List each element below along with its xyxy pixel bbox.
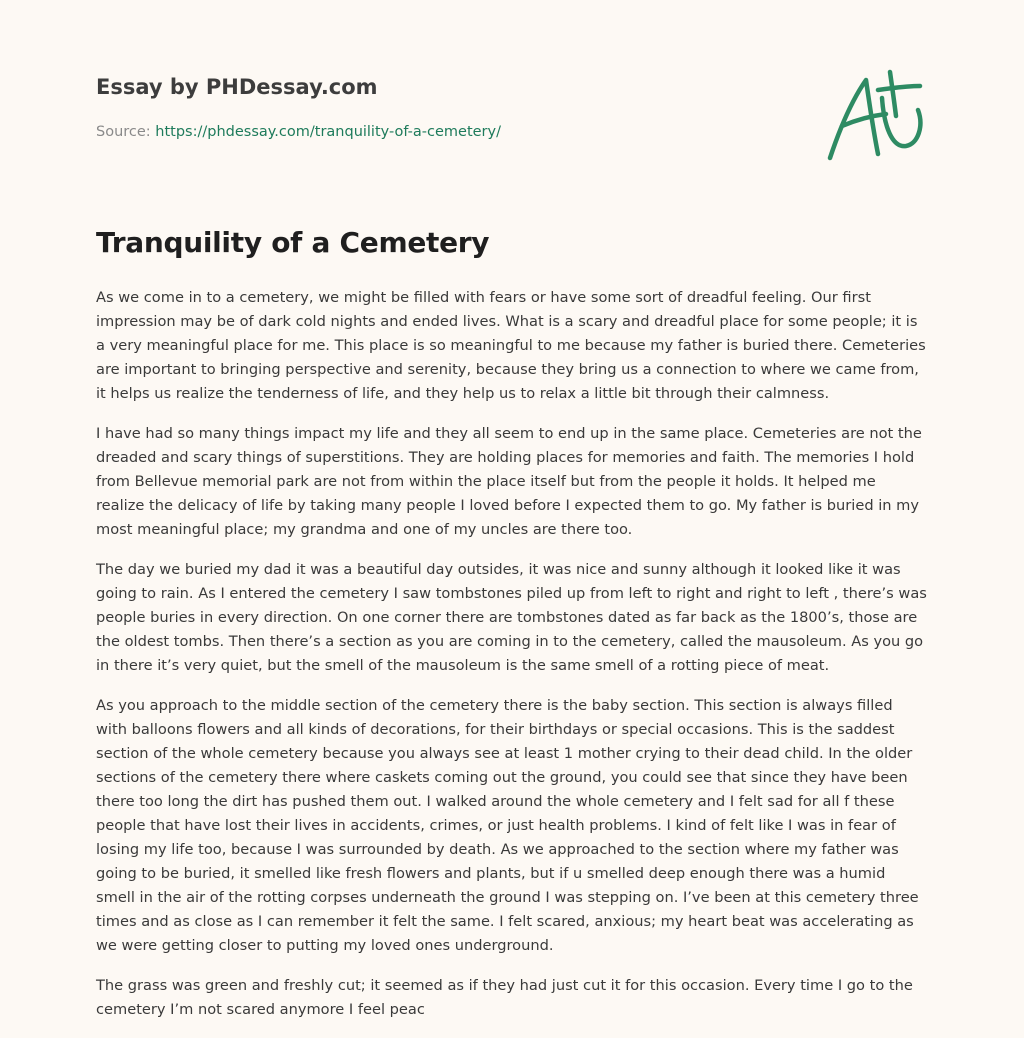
source-link[interactable]: https://phdessay.com/tranquility-of-a-cemetery/ xyxy=(155,124,501,140)
essay-body xyxy=(96,286,928,1038)
essay-paragraph: I have had so many things impact my life and they all seem to end up in the same place. Cemeteries are not the dreaded and scary things of superstitions. They are holding places for memories and faith. The memories I hold from Bellevue memorial park are not from within the place itself but from the people it holds. It helped me realize the delicacy of life by taking many people I loved before I expected them to go. My father is buried in my most meaningful place; my grandma and one of my uncles are there too. xyxy=(96,425,922,538)
essay-paragraph: As you approach to the middle section of the cemetery there is the baby section. This section is always filled with balloons flowers and all kinds of decorations, for their birthdays or special occasions. This is the saddest section of the whole cemetery because you always see at least 1 mother crying to their dead child. In the older sections of the cemetery there where caskets coming out the ground, you could see that since they have been there too long the dirt has pushed them out. I walked around the whole cemetery and I felt sad for all f these people that have lost their lives in accidents, crimes, or just health problems. I kind of felt like I was in fear of losing my life too, because I was surrounded by death. As we approached to the section where my father was going to be buried, it smelled like fresh flowers and plants, but if u smelled deep enough there was a humid smell in the air of the rotting corpses underneath the ground I was stepping on. I’ve been at this cemetery three times and as close as I can remember it felt the same. I felt scared, anxious; my heart beat was accelerating as we were getting closer to putting my loved ones underground. xyxy=(96,697,919,954)
site-brand: Essay by PHDessay.com xyxy=(96,75,378,99)
source-line xyxy=(96,124,501,140)
essay-paragraph: As we come in to a cemetery, we might be filled with fears or have some sort of dreadful feeling. Our first impression may be of dark cold nights and ended lives. What is a scary and dreadful place for some people; it is a very meaningful place for me. This place is so meaningful to me because my father is buried there. Cemeteries are important to bringing perspective and serenity, because they bring us a connection to where we came from, it helps us realize the tenderness of life, and they help us to relax a little bit through their calmness. xyxy=(96,289,926,402)
essay-paragraph: The grass was green and freshly cut; it seemed as if they had just cut it for this occasion. Every time I go to the cemetery I’m not scared anymore I feel peac xyxy=(96,977,913,1018)
essay-paragraph: The day we buried my dad it was a beautiful day outsides, it was nice and sunny although it looked like it was going to rain. As I entered the cemetery I saw tombstones piled up from left to right and right to left , there’s was people buries in every direction. On one corner there are tombstones dated as far back as the 1800’s, those are the oldest tombs. Then there’s a section as you are coming in to the cemetery, called the mausoleum. As you go in there it’s very quiet, but the smell of the mausoleum is the same smell of a rotting piece of meat. xyxy=(96,561,927,674)
source-label: Source: xyxy=(96,124,156,140)
a-plus-grade-icon xyxy=(820,66,930,166)
essay-title: Tranquility of a Cemetery xyxy=(96,226,490,259)
